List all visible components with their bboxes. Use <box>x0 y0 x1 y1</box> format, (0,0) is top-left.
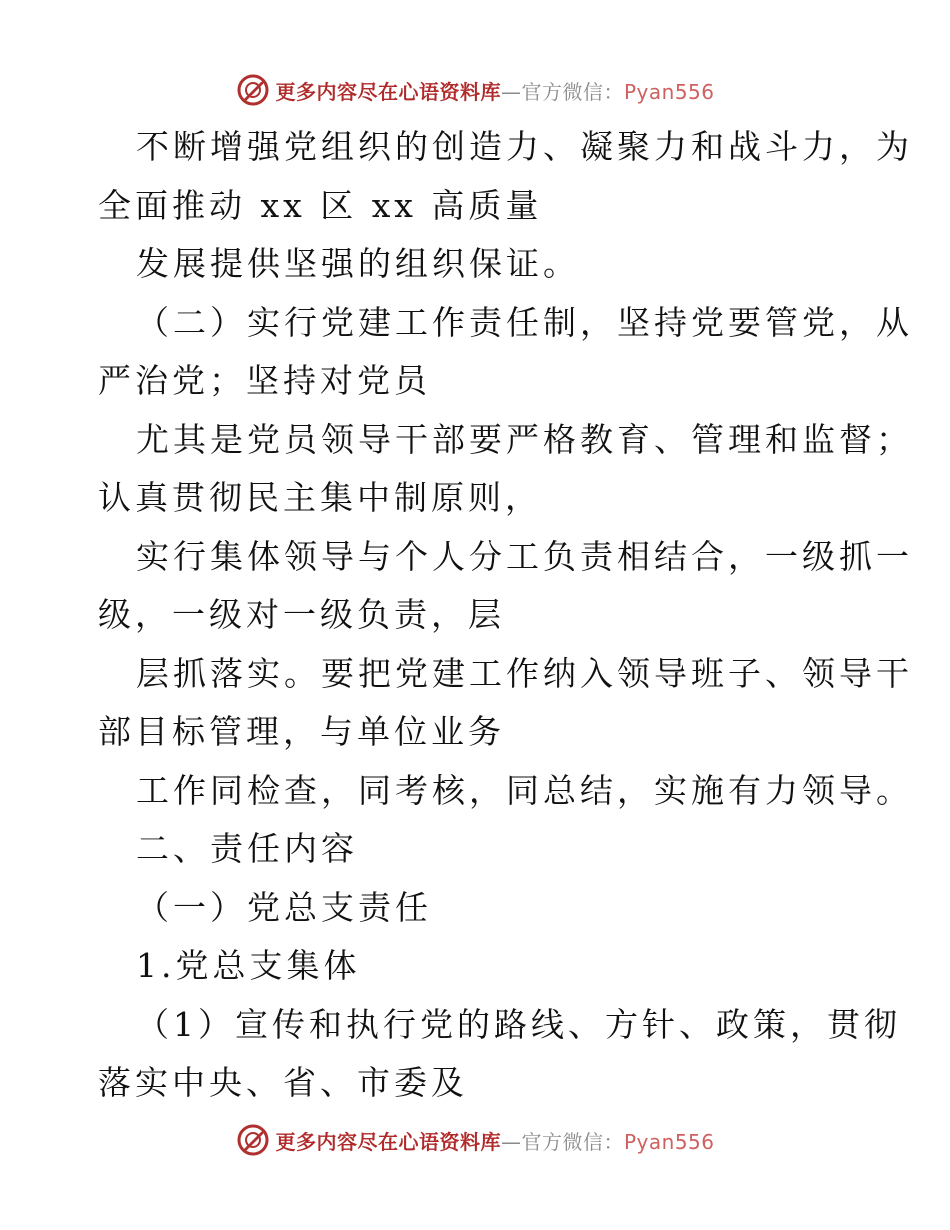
text-line: （1）宣传和执行党的路线、方针、政策，贯彻 <box>136 1004 901 1044</box>
subsection-heading: （一）党总支责任 <box>136 887 432 927</box>
document-body <box>98 118 913 1113</box>
section-heading: 二、责任内容 <box>136 829 358 868</box>
text-line: 不断增强党组织的创造力、凝聚力和战斗力，为 <box>136 127 913 166</box>
text-line: 实行集体领导与个人分工负责相结合，一级抓一 <box>136 536 913 576</box>
text-line: 落实中央、省、市委及 <box>98 1063 468 1102</box>
text-line: 发展提供坚强的组织保证。 <box>136 244 580 283</box>
text-line: （二）实行党建工作责任制，坚持党要管党，从 <box>136 302 913 342</box>
watermark-text: 更多内容尽在心语资料库—官方微信：Pyan556 <box>275 79 715 104</box>
text-line: 尤其是党员领导干部要严格教育、管理和监督； <box>136 419 913 459</box>
item-heading: 1.党总支集体 <box>136 946 361 985</box>
text-line: 层抓落实。要把党建工作纳入领导班子、领导干 <box>136 653 913 693</box>
brand-logo-icon <box>235 72 271 108</box>
text-line: 级，一级对一级负责，层 <box>98 595 505 634</box>
brand-logo-icon <box>235 1122 271 1158</box>
text-line: 认真贯彻民主集中制原则， <box>98 478 542 517</box>
watermark-text: 更多内容尽在心语资料库—官方微信：Pyan556 <box>275 1129 715 1154</box>
text-line: 工作同检查，同考核，同总结，实施有力领导。 <box>136 770 913 810</box>
header-watermark <box>0 70 950 110</box>
footer-watermark <box>0 1120 950 1160</box>
text-line: 严治党；坚持对党员 <box>98 361 431 400</box>
text-line: 全面推动 xx 区 xx 高质量 <box>98 185 543 225</box>
text-line: 部目标管理，与单位业务 <box>98 712 505 751</box>
